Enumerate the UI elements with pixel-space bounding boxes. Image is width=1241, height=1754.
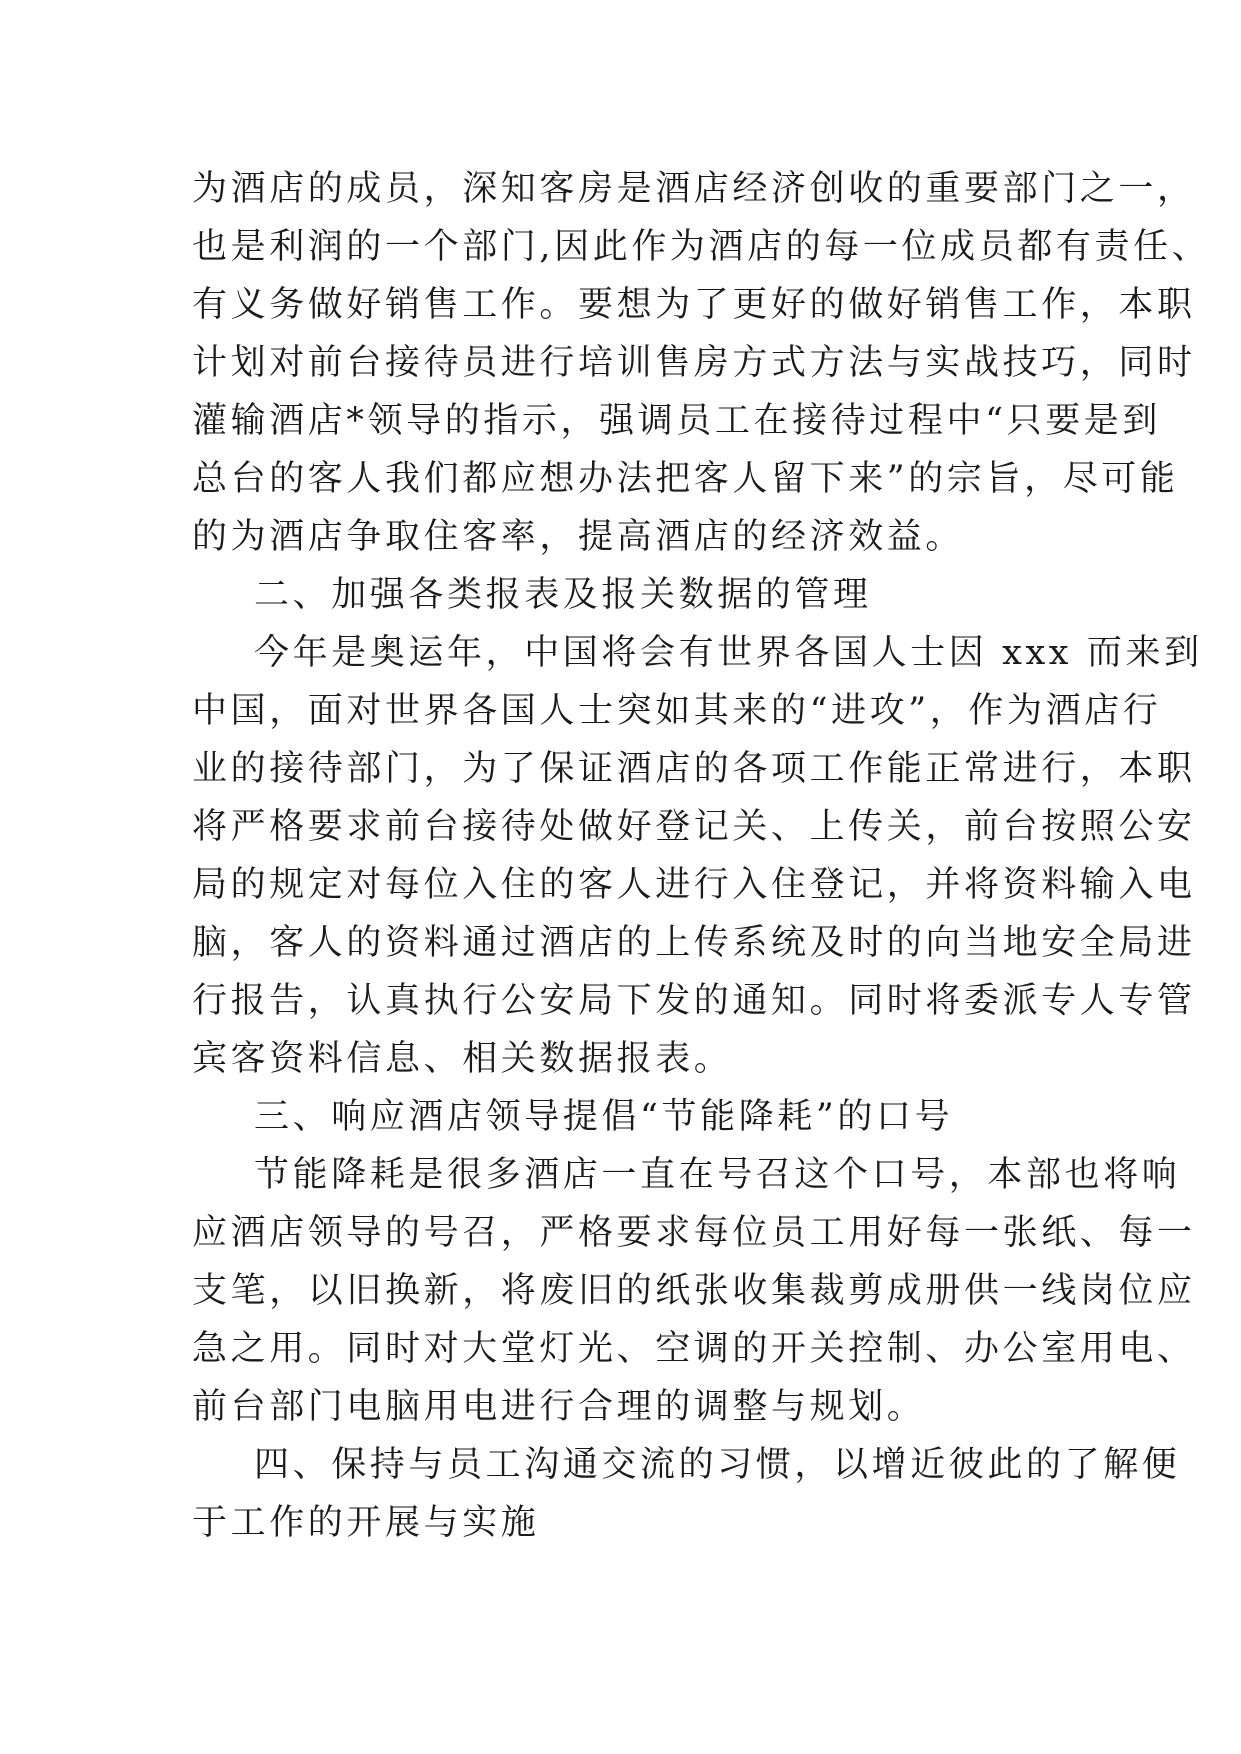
section-heading: 二、加强各类报表及报关数据的管理 [254, 575, 872, 615]
paragraph-first-line: 节能降耗是很多酒店一直在号召这个口号，本部也将响 [254, 1155, 1181, 1195]
paragraph-first-line: 今年是奥运年，中国将会有世界各国人士因 xxx 而来到 [254, 633, 1203, 673]
text-line: 支笔，以旧换新，将废旧的纸张收集裁剪成册供一线岗位应 [192, 1271, 1196, 1311]
text-line: 应酒店领导的号召，严格要求每位员工用好每一张纸、每一 [192, 1213, 1196, 1253]
text-line: 的为酒店争取住客率，提高酒店的经济效益。 [192, 517, 965, 557]
text-line: 灌输酒店*领导的指示，强调员工在接待过程中“只要是到 [192, 401, 1161, 441]
text-line: 宾客资料信息、相关数据报表。 [192, 1039, 733, 1079]
section-heading: 三、响应酒店领导提倡“节能降耗”的口号 [254, 1097, 954, 1137]
text-line: 为酒店的成员，深知客房是酒店经济创收的重要部门之一， [192, 169, 1196, 209]
body-text [192, 160, 1211, 1552]
text-line: 有义务做好销售工作。要想为了更好的做好销售工作，本职 [192, 285, 1196, 325]
text-line: 计划对前台接待员进行培训售房方式方法与实战技巧，同时 [192, 343, 1196, 383]
text-line: 行报告，认真执行公安局下发的通知。同时将委派专人专管 [192, 981, 1196, 1021]
text-line: 前台部门电脑用电进行合理的调整与规划。 [192, 1387, 926, 1427]
text-line: 总台的客人我们都应想办法把客人留下来”的宗旨，尽可能 [192, 459, 1179, 499]
text-line: 于工作的开展与实施 [192, 1503, 540, 1543]
text-line: 中国，面对世界各国人士突如其来的“进攻”，作为酒店行 [192, 691, 1162, 731]
text-line: 将严格要求前台接待处做好登记关、上传关，前台按照公安 [192, 807, 1196, 847]
text-line: 也是利润的一个部门,因此作为酒店的每一位成员都有责任、 [192, 227, 1211, 267]
text-line: 业的接待部门，为了保证酒店的各项工作能正常进行，本职 [192, 749, 1196, 789]
section-heading: 四、保持与员工沟通交流的习惯，以增近彼此的了解便 [254, 1445, 1181, 1485]
text-line: 急之用。同时对大堂灯光、空调的开关控制、办公室用电、 [192, 1329, 1196, 1369]
text-line: 局的规定对每位入住的客人进行入住登记，并将资料输入电 [192, 865, 1196, 905]
text-line: 脑，客人的资料通过酒店的上传系统及时的向当地安全局进 [192, 923, 1196, 963]
